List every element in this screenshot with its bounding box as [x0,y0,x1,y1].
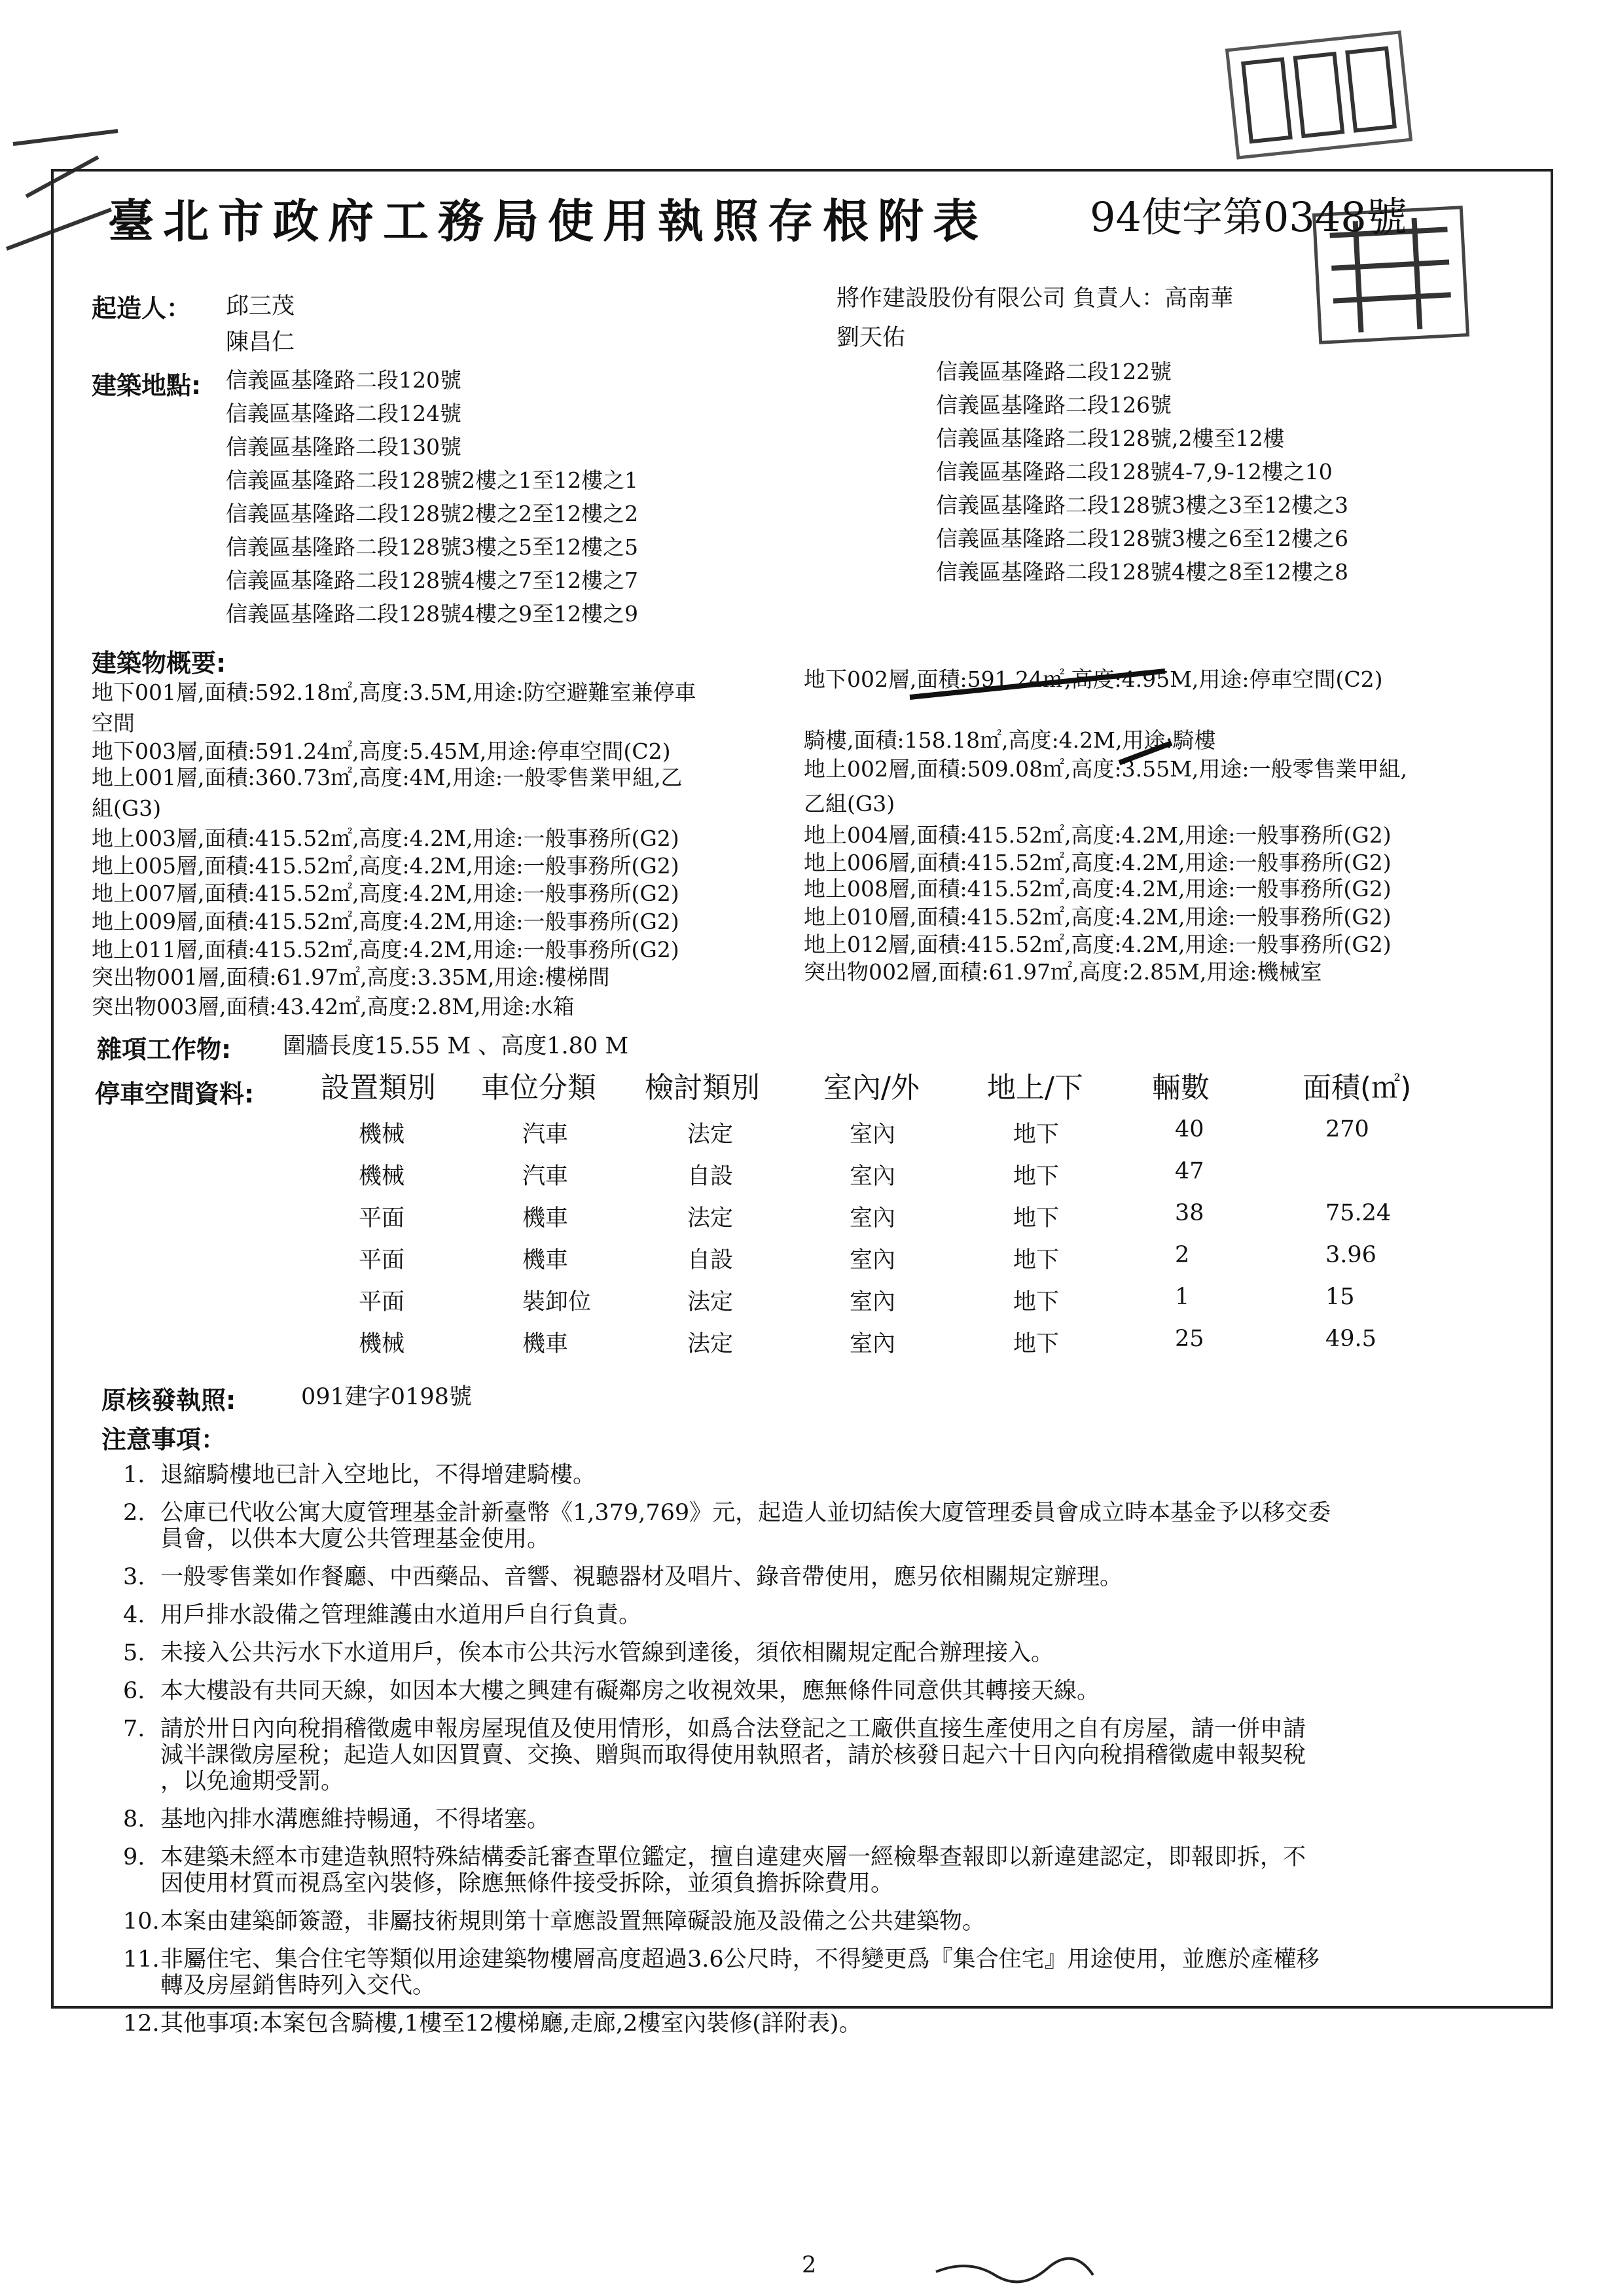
overview-line: 地上007層,面積:415.52㎡,高度:4.2M,用途:一般事務所(G2) [92,881,679,906]
parking-cell: 機械 [359,1331,405,1357]
parking-cell: 室內 [850,1121,896,1148]
overview-line: 地下001層,面積:592.18㎡,高度:3.5M,用途:防空避難室兼停車 [92,680,696,705]
overview-line: 地下003層,面積:591.24㎡,高度:5.45M,用途:停車空間(C2) [92,738,671,764]
site-address: 信義區基隆路二段126號 [936,392,1172,418]
parking-cell: 汽車 [522,1121,569,1148]
applicant-company-rep: 劉天佑 [836,325,906,351]
parking-cell: 機車 [522,1331,569,1357]
applicant-name: 邱三茂 [226,293,295,319]
note-text: 本大樓設有共同天線，如因本大樓之興建有礙鄰房之收視效果，應無條件同意供其轉接天線。 [160,1678,1100,1704]
note-text: 一般零售業如作餐廳、中西藥品、音響、視聽器材及唱片、錄音帶使用，應另依相關規定辦理。 [160,1564,1123,1590]
applicant-name: 陳昌仁 [226,329,295,355]
site-address: 信義區基隆路二段128號2樓之1至12樓之1 [226,467,638,493]
parking-cell: 室內 [850,1205,896,1231]
note-text: 本案由建築師簽證，非屬技術規則第十章應設置無障礙設施及設備之公共建築物。 [160,1908,986,1935]
site-address: 信義區基隆路二段128號3樓之3至12樓之3 [936,492,1348,518]
site-address: 信義區基隆路二段128號,2樓至12樓 [936,426,1285,451]
overview-line: 突出物002層,面積:61.97㎡,高度:2.85M,用途:機械室 [804,959,1322,985]
parking-cell: 室內 [850,1163,896,1190]
parking-cell: 地下 [1013,1247,1060,1273]
parking-cell: 自設 [687,1163,734,1190]
overview-label: 建築物概要: [92,649,226,678]
note-text: 其他事項:本案包含騎樓,1樓至12樓梯廳,走廊,2樓室內裝修(詳附表)。 [160,2011,862,2037]
site-address: 信義區基隆路二段128號4樓之7至12樓之7 [226,568,638,593]
parking-header: 地上/下 [987,1071,1083,1104]
note-number: 11. [123,1946,160,1973]
site-address: 信義區基隆路二段124號 [226,401,461,426]
overview-line: 地上006層,面積:415.52㎡,高度:4.2M,用途:一般事務所(G2) [804,850,1392,875]
note-number: 3. [123,1564,145,1590]
parking-cell: 室內 [850,1289,896,1315]
overview-line: 地上004層,面積:415.52㎡,高度:4.2M,用途:一般事務所(G2) [804,822,1392,848]
note-number: 8. [123,1806,145,1832]
note-number: 6. [123,1678,145,1704]
note-text: 非屬住宅、集合住宅等類似用途建築物樓層高度超過3.6公尺時，不得變更爲『集合住宅』用途使用，並應於產權移 [160,1946,1320,1973]
note-text: 減半課徵房屋稅；起造人如因買賣、交換、贈與而取得使用執照者，請於核發日起六十日內向稅捐稽徵處申報契稅 [160,1742,1306,1768]
parking-cell: 裝卸位 [522,1289,592,1315]
parking-cell: 法定 [687,1289,734,1315]
note-number: 7. [123,1716,145,1742]
site-address: 信義區基隆路二段120號 [226,367,461,393]
overview-line: 騎樓,面積:158.18㎡,高度:4.2M,用途:騎樓 [804,727,1216,753]
applicant-company: 將作建設股份有限公司 負責人：高南華 [836,285,1234,312]
parking-cell: 自設 [687,1247,734,1273]
parking-header: 車位分類 [481,1071,596,1104]
page-title: 臺北市政府工務局使用執照存根附表 [108,194,988,248]
overview-line: 突出物001層,面積:61.97㎡,高度:3.35M,用途:樓梯間 [92,964,610,990]
parking-cell: 法定 [687,1205,734,1231]
parking-header: 面積(㎡) [1303,1071,1412,1104]
parking-cell: 49.5 [1325,1326,1376,1352]
original-permit-label: 原核發執照: [101,1386,236,1415]
note-text: ，以免逾期受罰。 [160,1768,344,1795]
parking-cell: 汽車 [522,1163,569,1190]
overview-line: 地上003層,面積:415.52㎡,高度:4.2M,用途:一般事務所(G2) [92,826,679,851]
parking-cell: 3.96 [1325,1242,1376,1268]
permit-number: 94使字第0348號 [1090,193,1407,241]
parking-cell: 法定 [687,1331,734,1357]
parking-cell: 機械 [359,1163,405,1190]
parking-header: 輛數 [1152,1071,1210,1104]
overview-line: 地上002層,面積:509.08㎡,高度:3.55M,用途:一般零售業甲組, [804,756,1408,782]
note-number: 4. [123,1602,145,1628]
parking-header: 室內/外 [823,1071,920,1104]
site-address: 信義區基隆路二段128號4-7,9-12樓之10 [936,459,1333,484]
site-address: 信義區基隆路二段128號2樓之2至12樓之2 [226,501,638,526]
seal-stamp-top [1225,30,1412,159]
note-number: 10. [123,1908,160,1935]
parking-cell: 270 [1325,1116,1369,1142]
parking-cell: 機車 [522,1247,569,1273]
note-number: 9. [123,1844,145,1870]
overview-line: 乙組(G3) [804,791,895,816]
note-text: 請於卅日內向稅捐稽徵處申報房屋現值及使用情形，如爲合法登記之工廠供直接生產使用之自有房屋，請一併申請 [160,1716,1306,1742]
page-number: 2 [802,2252,817,2278]
parking-header: 檢討類別 [645,1071,760,1104]
notes-label: 注意事項： [101,1425,226,1454]
note-text: 公庫已代收公寓大廈管理基金計新臺幣《1,379,769》元，起造人並切結俟大廈管理委員會成立時本基金予以移交委 [160,1500,1331,1526]
parking-cell: 2 [1175,1242,1190,1268]
site-address: 信義區基隆路二段122號 [936,359,1172,384]
overview-line: 地上001層,面積:360.73㎡,高度:4M,用途:一般零售業甲組,乙 [92,765,683,790]
original-permit-value: 091建字0198號 [301,1384,472,1410]
parking-cell: 38 [1175,1200,1204,1226]
parking-cell: 47 [1175,1158,1204,1184]
note-number: 2. [123,1500,145,1526]
overview-line: 地上011層,面積:415.52㎡,高度:4.2M,用途:一般事務所(G2) [92,937,679,962]
parking-cell: 室內 [850,1247,896,1273]
note-text: 用戶排水設備之管理維護由水道用戶自行負責。 [160,1602,642,1628]
overview-line: 突出物003層,面積:43.42㎡,高度:2.8M,用途:水箱 [92,994,575,1019]
overview-line: 空間 [92,710,135,736]
parking-cell: 平面 [359,1289,405,1315]
parking-cell: 地下 [1013,1331,1060,1357]
note-text: 未接入公共污水下水道用戶，俟本市公共污水管線到達後，須依相關規定配合辦理接入。 [160,1640,1054,1666]
overview-line: 地上009層,面積:415.52㎡,高度:4.2M,用途:一般事務所(G2) [92,909,679,934]
parking-cell: 15 [1325,1284,1355,1310]
overview-line: 地上012層,面積:415.52㎡,高度:4.2M,用途:一般事務所(G2) [804,932,1392,957]
parking-cell: 機械 [359,1121,405,1148]
parking-cell: 地下 [1013,1205,1060,1231]
note-text: 轉及房屋銷售時列入交代。 [160,1973,436,1999]
site-label: 建築地點: [92,371,202,400]
signature-scribble [929,2252,1100,2291]
site-address: 信義區基隆路二段130號 [226,434,461,460]
parking-label: 停車空間資料: [95,1080,255,1108]
note-text: 退縮騎樓地已計入空地比，不得增建騎樓。 [160,1462,596,1488]
parking-cell: 地下 [1013,1163,1060,1190]
parking-cell: 40 [1175,1116,1204,1142]
parking-cell: 法定 [687,1121,734,1148]
misc-label: 雜項工作物: [97,1035,232,1064]
overview-line: 地上010層,面積:415.52㎡,高度:4.2M,用途:一般事務所(G2) [804,904,1392,930]
seal-stamp-top-glyph [1229,34,1409,156]
overview-line: 地上008層,面積:415.52㎡,高度:4.2M,用途:一般事務所(G2) [804,876,1392,902]
parking-header: 設置類別 [321,1071,436,1104]
parking-cell: 25 [1175,1326,1204,1352]
note-text: 基地內排水溝應維持暢通，不得堵塞。 [160,1806,550,1832]
site-address: 信義區基隆路二段128號4樓之8至12樓之8 [936,559,1348,585]
parking-cell: 平面 [359,1205,405,1231]
overview-line: 組(G3) [92,795,162,821]
parking-cell: 地下 [1013,1289,1060,1315]
parking-cell: 平面 [359,1247,405,1273]
parking-cell: 機車 [522,1205,569,1231]
parking-cell: 室內 [850,1331,896,1357]
site-address: 信義區基隆路二段128號4樓之9至12樓之9 [226,601,638,627]
overview-line: 地下002層,面積:591.24㎡,高度:4.95M,用途:停車空間(C2) [804,666,1383,692]
misc-value: 圍牆長度15.55 M 、高度1.80 M [283,1033,629,1059]
note-text: 因使用材質而視爲室內裝修，除應無條件接受拆除，並須負擔拆除費用。 [160,1870,894,1897]
applicant-label: 起造人： [92,294,192,323]
note-number: 12. [123,2011,160,2037]
parking-cell: 75.24 [1325,1200,1392,1226]
site-address: 信義區基隆路二段128號3樓之5至12樓之5 [226,534,638,560]
parking-cell: 地下 [1013,1121,1060,1148]
note-number: 1. [123,1462,145,1488]
note-text: 本建築未經本市建造執照特殊結構委託審查單位鑑定，擅自違建夾層一經檢舉查報即以新違建認定，即報即拆，不 [160,1844,1306,1870]
overview-line: 地上005層,面積:415.52㎡,高度:4.2M,用途:一般事務所(G2) [92,853,679,879]
note-text: 員會，以供本大廈公共管理基金使用。 [160,1526,550,1552]
parking-cell: 1 [1175,1284,1190,1310]
site-address: 信義區基隆路二段128號3樓之6至12樓之6 [936,526,1348,551]
note-number: 5. [123,1640,145,1666]
